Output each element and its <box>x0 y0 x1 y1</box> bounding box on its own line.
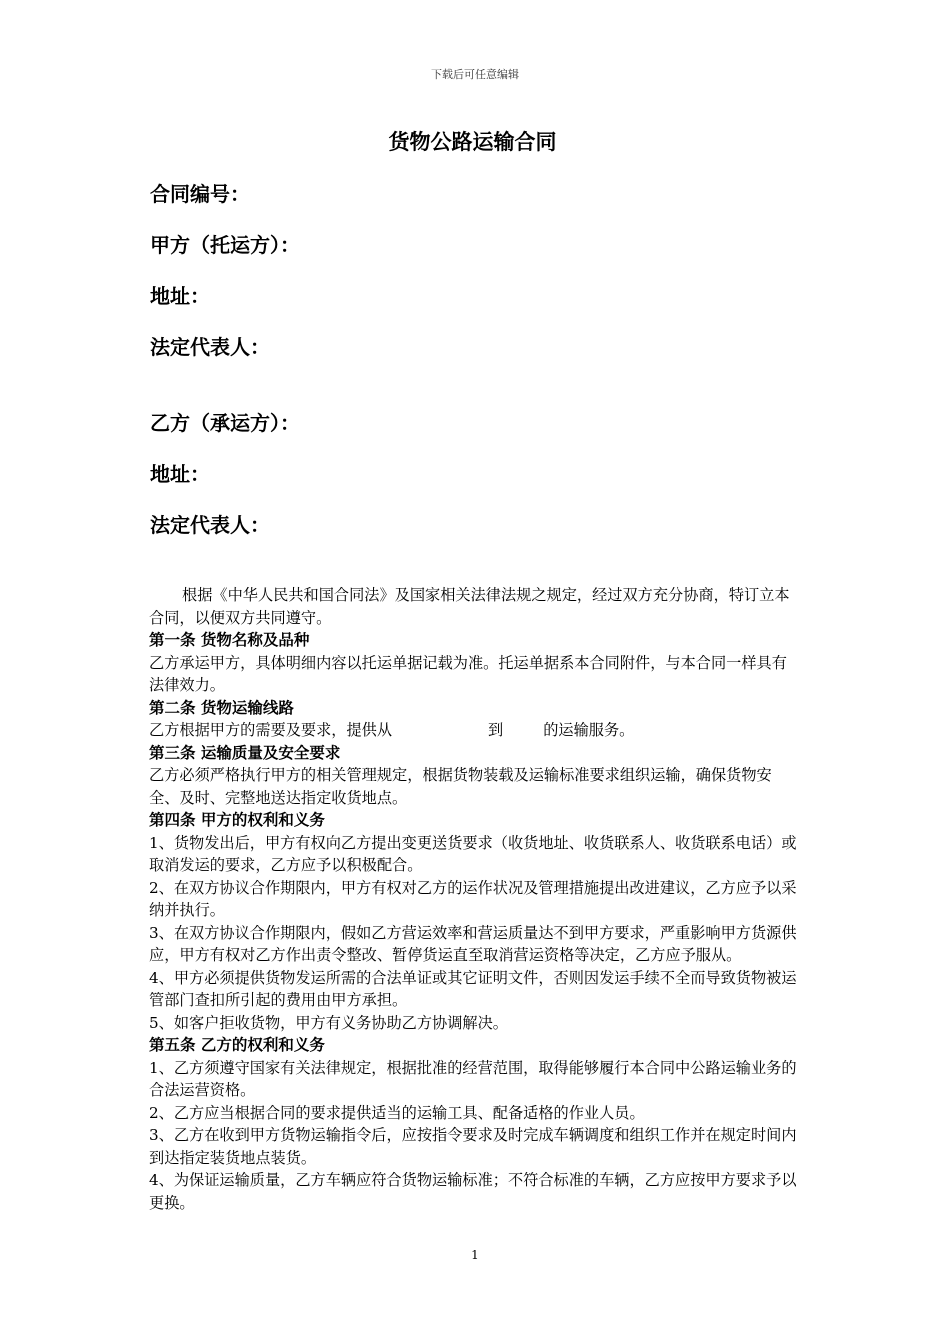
clause-1-heading: 第一条 货物名称及品种 <box>149 631 310 649</box>
party-a-address-label: 地址： <box>150 284 210 308</box>
clause-3-heading: 第三条 运输质量及安全要求 <box>149 743 341 762</box>
header-note: 下载后可任意编辑 <box>431 68 519 81</box>
contract-number-label: 合同编号： <box>150 182 250 206</box>
clause-2-text-to: 到 <box>488 721 504 739</box>
party-b-address-label: 地址： <box>150 462 210 486</box>
clause-4-item: 1、货物发出后，甲方有权向乙方提出变更送货要求（收货地址、收货联系人、收货联系电话）或取消发运的要求，乙方应予以积极配合。 <box>149 833 797 874</box>
party-b-representative-label: 法定代表人： <box>150 513 270 537</box>
contract-body <box>149 584 801 1214</box>
clause-2-heading: 第二条 货物运输线路 <box>149 698 294 717</box>
clause-1-text: 乙方承运甲方，具体明细内容以托运单据记载为准。托运单据系本合同附件，与本合同一样具有法律效力。 <box>149 653 787 694</box>
clause-4-item: 2、在双方协议合作期限内，甲方有权对乙方的运作状况及管理措施提出改进建议，乙方应予以采纳并执行。 <box>149 878 797 919</box>
clause-2-text <box>149 719 801 742</box>
clause-3-text: 乙方必须严格执行甲方的相关管理规定，根据货物装载及运输标准要求组织运输，确保货物安全、及时、完整地送达指定收货地点。 <box>149 766 772 807</box>
clause-4-heading: 第四条 甲方的权利和义务 <box>149 811 325 829</box>
clause-2-text-start: 乙方根据甲方的需要及要求，提供从 <box>149 721 392 739</box>
clause-2-text-end: 的运输服务。 <box>543 721 635 739</box>
clause-4-item: 5、如客户拒收货物，甲方有义务协助乙方协调解决。 <box>149 1013 508 1032</box>
clause-4-item: 3、在双方协议合作期限内，假如乙方营运效率和营运质量达不到甲方要求，严重影响甲方货源供应，甲方有权对乙方作出责令整改、暂停货运直至取消营运资格等决定，乙方应予服从。 <box>149 923 797 964</box>
party-a-label: 甲方（托运方）： <box>150 233 300 257</box>
clause-5-item: 2、乙方应当根据合同的要求提供适当的运输工具、配备适格的作业人员。 <box>149 1103 645 1122</box>
clause-4-item: 4、甲方必须提供货物发运所需的合法单证或其它证明文件，否则因发运手续不全而导致货物被运管部门查扣所引起的费用由甲方承担。 <box>149 968 797 1009</box>
clause-5-item: 1、乙方须遵守国家有关法律规定，根据批准的经营范围，取得能够履行本合同中公路运输业务的合法运营资格。 <box>149 1058 797 1099</box>
clause-5-item: 3、乙方在收到甲方货物运输指令后，应按指令要求及时完成车辆调度和组织工作并在规定时间内到达指定装货地点装货。 <box>149 1126 797 1167</box>
party-a-representative-label: 法定代表人： <box>150 335 270 359</box>
page-number: 1 <box>471 1248 479 1262</box>
document-title: 货物公路运输合同 <box>388 130 557 154</box>
clause-5-heading: 第五条 乙方的权利和义务 <box>149 1036 325 1054</box>
party-b-label: 乙方（承运方）： <box>150 411 300 435</box>
intro-paragraph: 根据《中华人民共和国合同法》及国家相关法律法规之规定，经过双方充分协商，特订立本合同，以便双方共同遵守。 <box>149 586 790 627</box>
clause-5-item: 4、为保证运输质量，乙方车辆应符合货物运输标准；不符合标准的车辆，乙方应按甲方要求予以更换。 <box>149 1171 797 1212</box>
